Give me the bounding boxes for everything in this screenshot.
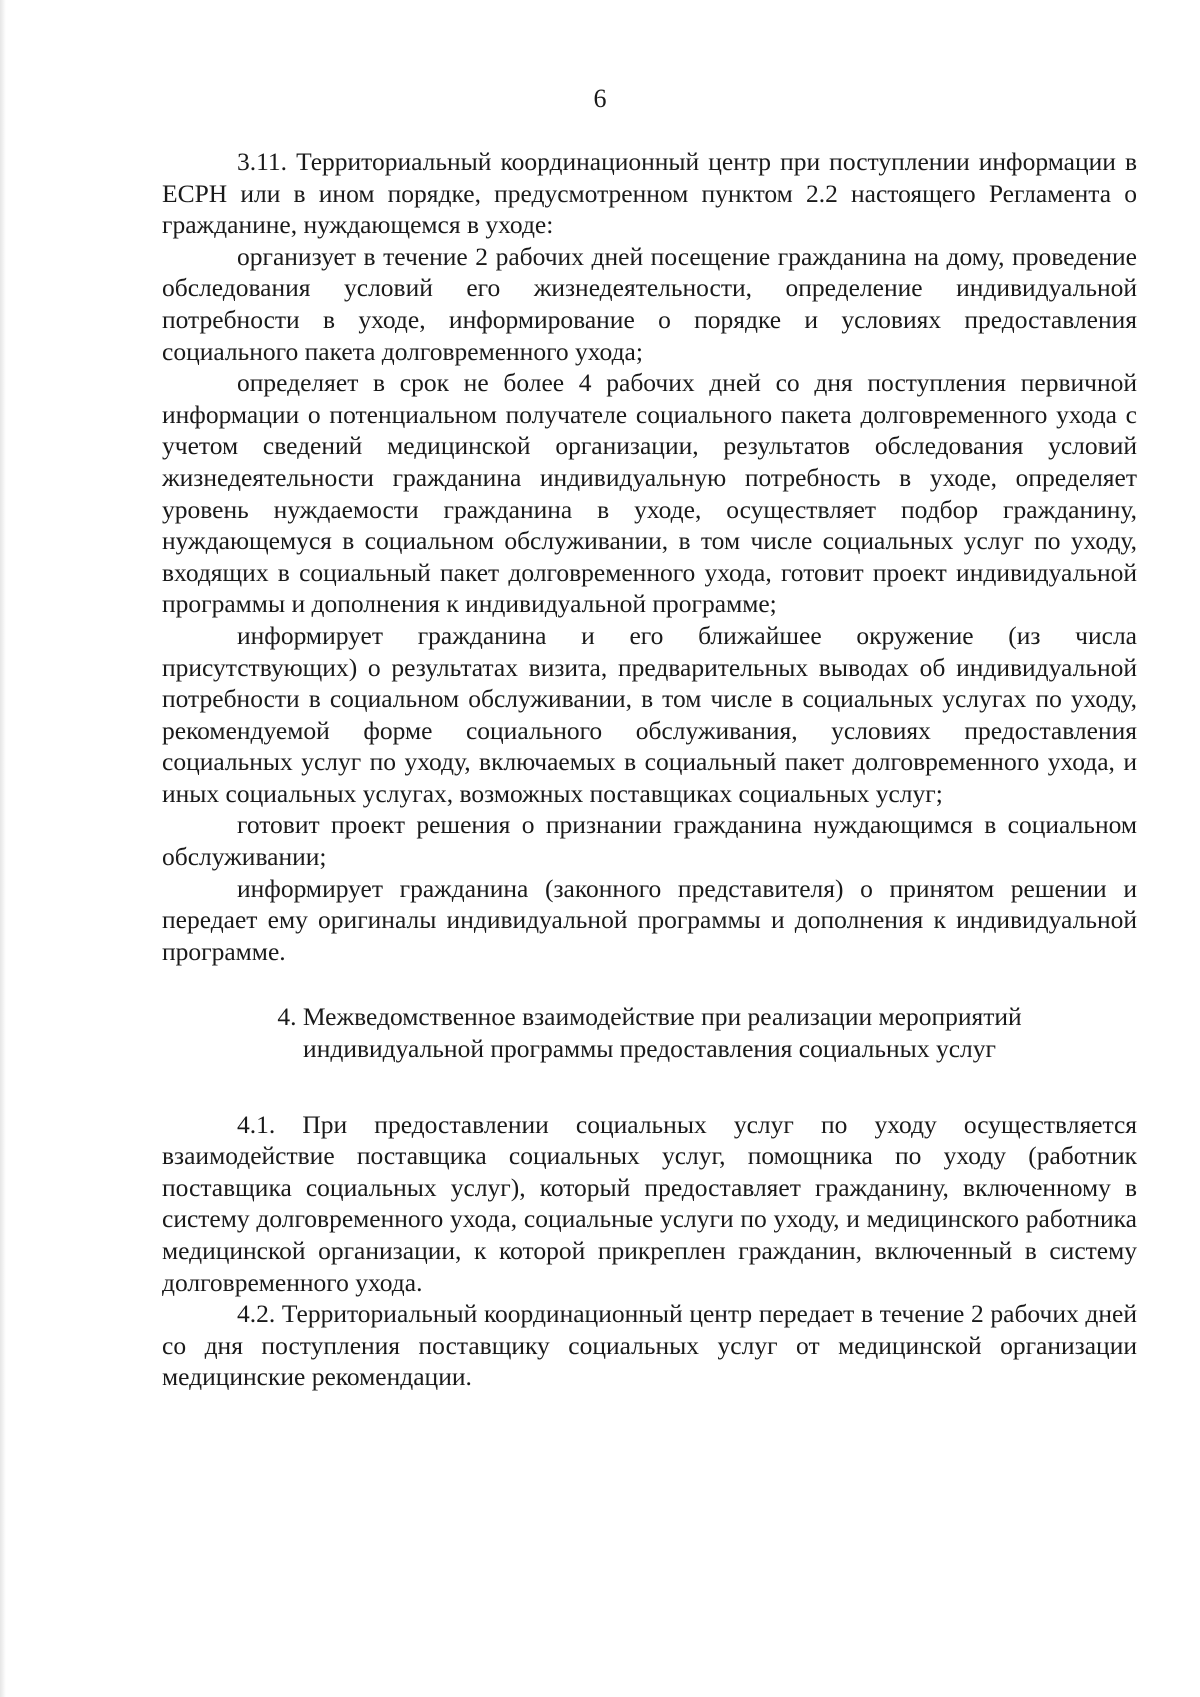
list-item-organizes-visit: организует в течение 2 рабочих дней посещение гражданина на дому, проведение обследования условий его жизнедеятельности, определение индивидуальной потребности в уходе, информирование о порядке и условиях предоставления социального пакета долговременного ухода; — [162, 241, 1137, 366]
spacer — [162, 967, 1137, 1001]
list-item-informs-decision: информирует гражданина (законного представителя) о принятом решении и передает ему оригиналы индивидуальной программы и дополнения к индивидуальной программе. — [162, 873, 1137, 966]
list-item-prepares-decision: готовит проект решения о признании гражданина нуждающимся в социальном обслуживании; — [162, 810, 1137, 872]
scan-edge-shadow — [0, 0, 6, 1697]
section-4-heading-line-2: индивидуальной программы предоставления социальных услуг — [303, 1034, 996, 1064]
list-item-informs-results: информирует гражданина и его ближайшее окружение (из числа присутствующих) о результатах визита, предварительных выводах об индивидуальной потребности в социальном обслуживании, в том числе в социальных услугах по уходу, рекомендуемой форме социального обслуживания, условиях предоставления социальных услуг по уходу, включаемых в социальный пакет долговременного ухода, и иных социальных услугах, возможных поставщиках социальных услуг; — [162, 620, 1137, 808]
section-4-heading — [162, 1001, 1137, 1064]
paragraph-3-11: 3.11. Территориальный координационный центр при поступлении информации в ЕСРН или в ином порядке, предусмотренном пунктом 2.2 настоящего Регламента о гражданине, нуждающемся в уходе: — [162, 147, 1137, 240]
spacer — [162, 1065, 1137, 1109]
paragraph-4-2: 4.2. Территориальный координационный центр передает в течение 2 рабочих дней со дня поступления поставщику социальных услуг от медицинской организации медицинские рекомендации. — [162, 1299, 1137, 1392]
list-item-determines-need: определяет в срок не более 4 рабочих дней со дня поступления первичной информации о потенциальном получателе социального пакета долговременного ухода с учетом сведений медицинской организации, результатов обследования условий жизнедеятельности гражданина индивидуальную потребность в уходе, определяет уровень нуждаемости гражданина в уходе, осуществляет подбор гражданину, нуждающемуся в социальном обслуживании, в том числе социальных услуг по уходу, входящих в социальный пакет долговременного ухода, готовит проект индивидуальной программы и дополнения к индивидуальной программе; — [162, 368, 1137, 619]
paragraph-4-1: 4.1. При предоставлении социальных услуг по уходу осуществляется взаимодействие поставщика социальных услуг, помощника по уходу (работник поставщика социальных услуг), который предоставляет гражданину, включенному в систему долговременного ухода, социальные услуги по уходу, и медицинского работника медицинской организации, к которой прикреплен гражданин, включенный в систему долговременного ухода. — [162, 1109, 1137, 1297]
page-number: 6 — [593, 84, 607, 113]
section-4-heading-line-1: 4. Межведомственное взаимодействие при реализации мероприятий — [277, 1002, 1022, 1032]
document-body — [162, 146, 1137, 1393]
